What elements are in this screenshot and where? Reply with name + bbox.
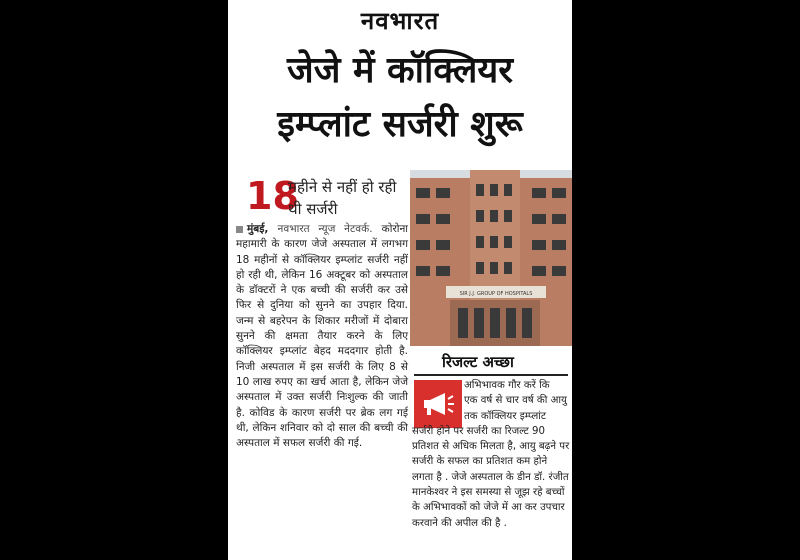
building-illustration (410, 170, 572, 346)
sidebar-line-1: अभिभावक गौर करें कि (464, 380, 550, 391)
sidebar-text (412, 378, 570, 531)
sidebar-line-3: तक कॉक्लियर इम्प्लांट (464, 410, 546, 422)
dateline-source: नवभारत न्यूज नेटवर्क. (277, 223, 373, 235)
sidebar-line-2: एक वर्ष से चार वर्ष की आयु (464, 395, 567, 407)
article-text: कोरोना महामारी के कारण जेजे अस्पताल में लगभग 18 महीनों से कॉक्लियर इम्प्लांट सर्जरी नहीं हो रही थी, लेकिन 16 अक्टूबर को अस्पताल के डॉक्टरों ने एक बच्ची की सर्जरी कर उसे फिर से दुनिया को सुनने का उपहार दिया. जन्म से बहरेपन के शिकार मरीजों में दोबारा सुनने की क्षमता तैयार करने के लिए कॉक्लियर इम्प्लांट बेहद मददगार होती है. निजी अस्पताल में इस सर्जरी के लिए 8 से 10 लाख रुपए का खर्च आता है, लेकिन जेजे अस्पताल में उक्त सर्जरी निःशुल्क की जाती है. कोविड के कारण सर्जरी पर ब्रेक लग गई थी, लेकिन शनिवार को दो साल की बच्ची की अस्पताल में सफल सर्जरी की गई. (236, 223, 409, 450)
dateline (236, 223, 382, 235)
hospital-building-photo (410, 170, 572, 346)
bullet-square-icon (236, 226, 243, 233)
kicker-text: महीने से नहीं हो रही थी सर्जरी (288, 178, 397, 218)
sidebar-heading: रिजल्ट अच्छा (442, 353, 514, 371)
headline-line-2: इम्प्लांट सर्जरी शुरू (277, 104, 523, 145)
sidebar-rule (414, 374, 568, 376)
sidebar-paragraph: सर्जरी होने पर सर्जरी का रिजल्ट 90 प्रतिशत से अधिक मिलता है, आयु बढ़ने पर सर्जरी के सफल का प्रतिशत कम होने लगता है . जेजे अस्पताल के डीन डॉ. रंजीत मानकेश्वर ने इस समस्या से जूझ रहे बच्चों के अभिभावकों को जेजे में आ कर उपचार करवाने की अपील की है . (412, 425, 570, 529)
masthead: नवभारत (360, 7, 440, 35)
headline-line-1: जेजे में कॉक्लियर (287, 50, 513, 91)
article-body (236, 222, 408, 451)
kicker-number: 18 (246, 174, 299, 218)
headline (232, 44, 568, 152)
dateline-city: मुंबई, (247, 223, 269, 235)
newspaper-clipping (228, 0, 572, 560)
building-sign-text: SIR J.J. GROUP OF HOSPITALS (459, 291, 533, 297)
